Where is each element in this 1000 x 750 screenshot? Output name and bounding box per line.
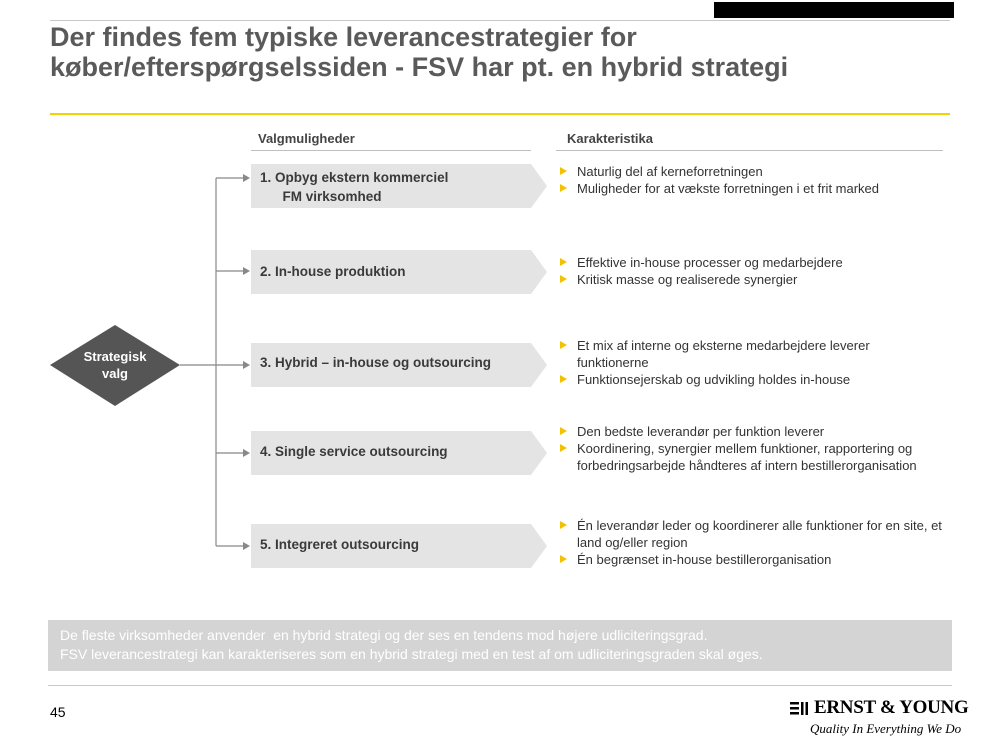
option-5-box	[251, 524, 531, 568]
option-4-box	[251, 431, 531, 475]
bullet-item	[560, 180, 955, 197]
bullet-text: Effektive in-house processer og medarbejdere	[577, 255, 843, 270]
option-4-label: 4. Single service outsourcing	[260, 444, 448, 459]
logo-wordmark: ERNST & YOUNG	[814, 697, 969, 718]
bullet-arrow-icon	[560, 184, 567, 192]
bullet-arrow-icon	[560, 521, 567, 529]
bullet-text: Kritisk masse og realiserede synergier	[577, 272, 798, 287]
bullet-item	[560, 371, 900, 388]
branch-arrow-2	[216, 267, 250, 275]
bullet-text: Naturlig del af kerneforretningen	[577, 164, 763, 179]
bullet-item	[560, 254, 955, 271]
option-3-characteristics	[560, 337, 900, 388]
option-5-characteristics	[560, 517, 952, 568]
bullet-arrow-icon	[560, 258, 567, 266]
branch-arrow-4	[216, 449, 250, 457]
bullet-text: Én begrænset in-house bestillerorganisation	[577, 552, 832, 567]
characteristics-column-header: Karakteristika	[567, 131, 653, 146]
options-column-header: Valgmuligheder	[258, 131, 355, 146]
option-3-label: 3. Hybrid – in-house og outsourcing	[260, 355, 492, 370]
bullet-arrow-icon	[560, 275, 567, 283]
root-label-line-1: Strategisk	[83, 349, 147, 364]
option-5-chevron	[531, 524, 547, 568]
option-2-characteristics	[560, 254, 955, 288]
option-5-label: 5. Integreret outsourcing	[260, 537, 420, 552]
page-number: 45	[50, 704, 66, 720]
title-line-2: køber/efterspørgselssiden - FSV har pt. en hybrid strategi	[50, 52, 789, 82]
ernst-young-logo-icon	[790, 700, 812, 718]
summary-note	[48, 620, 952, 671]
option-3-chevron	[531, 343, 547, 387]
option-4-characteristics	[560, 423, 945, 474]
bullet-item	[560, 423, 945, 440]
bullet-item	[560, 337, 900, 371]
option-1-box	[251, 164, 531, 208]
strategy-root-label	[70, 348, 160, 382]
bullet-arrow-icon	[560, 341, 567, 349]
option-1-characteristics	[560, 163, 955, 197]
branch-arrow-3	[216, 361, 250, 369]
branch-arrow-1	[216, 174, 250, 182]
logo-tagline: Quality In Everything We Do	[810, 721, 962, 736]
option-4-chevron	[531, 431, 547, 475]
root-label-line-2: valg	[101, 366, 128, 381]
option-2-chevron	[531, 250, 547, 294]
bullet-item	[560, 551, 952, 568]
title-line-1: Der findes fem typiske leverancestrategier for	[50, 22, 637, 52]
bullet-text: Funktionsejerskab og udvikling holdes in-house	[577, 372, 851, 387]
bullet-text: Koordinering, synergier mellem funktioner, rapportering og forbedringsarbejde håndteres af intern bestillerorganisation	[577, 441, 917, 473]
option-2-box	[251, 250, 531, 294]
bullet-text: Muligheder for at vækste forretningen i et frit marked	[577, 181, 880, 196]
bullet-arrow-icon	[560, 444, 567, 452]
option-3-box	[251, 343, 531, 387]
bullet-arrow-icon	[560, 555, 567, 563]
bullet-arrow-icon	[560, 427, 567, 435]
bullet-arrow-icon	[560, 375, 567, 383]
bullet-item	[560, 271, 955, 288]
bullet-text: Et mix af interne og eksterne medarbejdere leverer funktionerne	[577, 338, 870, 370]
branch-arrow-5	[216, 542, 250, 550]
summary-note-line-1: De fleste virksomheder anvender en hybrid strategi og der ses en tendens mod højere udliciteringsgrad.	[60, 627, 708, 643]
option-1-label: 1. Opbyg ekstern kommerciel	[260, 170, 449, 185]
option-2-label: 2. In-house produktion	[260, 264, 406, 279]
bullet-arrow-icon	[560, 167, 567, 175]
bullet-text: Én leverandør leder og koordinerer alle funktioner for en site, et land og/eller region	[577, 518, 942, 550]
option-1-chevron	[531, 164, 547, 208]
footer-divider	[48, 685, 952, 686]
summary-note-line-2: FSV leverancestrategi kan karakteriseres som en hybrid strategi med en test af om udliciteringsgraden skal øges.	[60, 646, 763, 662]
option-1-label-cont: FM virksomhed	[260, 189, 382, 204]
bullet-item	[560, 517, 952, 551]
bullet-item	[560, 440, 945, 474]
bullet-text: Den bedste leverandør per funktion leverer	[577, 424, 825, 439]
bullet-item	[560, 163, 955, 180]
